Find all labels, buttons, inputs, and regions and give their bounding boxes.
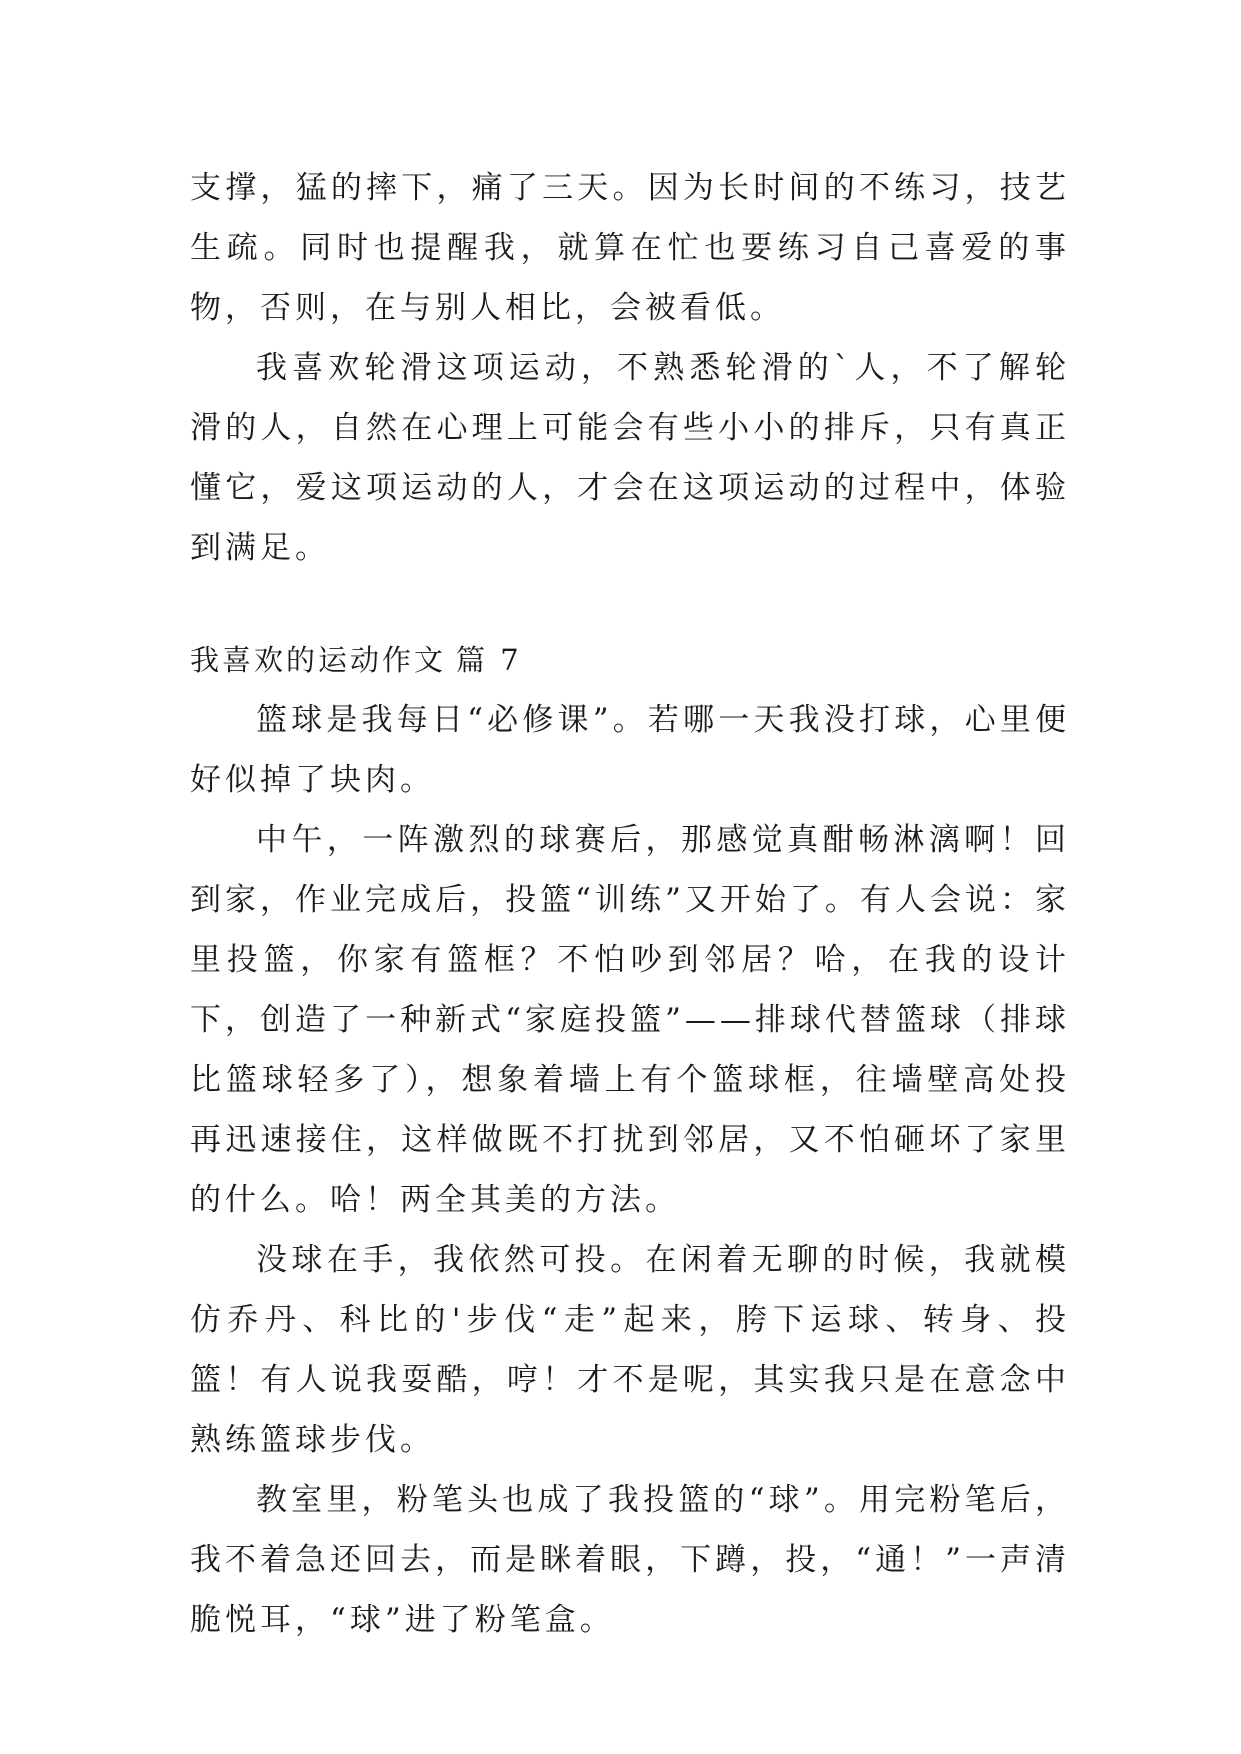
essay-title — [190, 630, 1070, 690]
essay-number: 篇 7 — [456, 643, 522, 677]
essay-title-text: 我喜欢的运动作文 — [190, 643, 447, 677]
paragraph-home-shooting: 中午，一阵激烈的球赛后，那感觉真酣畅淋漓啊！回到家，作业完成后，投篮“训练”又开始了。有人会说：家里投篮，你家有篮框？不怕吵到邻居？哈，在我的设计下，创造了一种新式“家庭投篮”——排球代替篮球（排球比篮球轻多了），想象着墙上有个篮球框，往墙壁高处投再迅速接住，这样做既不打扰到邻居，又不怕砸坏了家里的什么。哈！两全其美的方法。 — [190, 822, 1070, 1218]
paragraph-footwork: 没球在手，我依然可投。在闲着无聊的时候，我就模仿乔丹、科比的'步伐“走”起来，胯下运球、转身、投篮！有人说我耍酷，哼！才不是呢，其实我只是在意念中熟练篮球步伐。 — [190, 1242, 1070, 1458]
continued-paragraph: 支撑，猛的摔下，痛了三天。因为长时间的不练习，技艺生疏。同时也提醒我，就算在忙也要练习自己喜爱的事物，否则，在与别人相比，会被看低。 — [190, 170, 1070, 326]
paragraph-rollerskating: 我喜欢轮滑这项运动，不熟悉轮滑的`人，不了解轮滑的人，自然在心理上可能会有些小小的排斥，只有真正懂它，爱这项运动的人，才会在这项运动的过程中，体验到满足。 — [190, 350, 1070, 566]
paragraph-chalk: 教室里，粉笔头也成了我投篮的“球”。用完粉笔后，我不着急还回去，而是眯着眼，下蹲，投，“通！”一声清脆悦耳，“球”进了粉笔盒。 — [190, 1482, 1070, 1638]
document-page — [190, 158, 1070, 1650]
paragraph-basketball-intro: 篮球是我每日“必修课”。若哪一天我没打球，心里便好似掉了块肉。 — [190, 702, 1070, 798]
